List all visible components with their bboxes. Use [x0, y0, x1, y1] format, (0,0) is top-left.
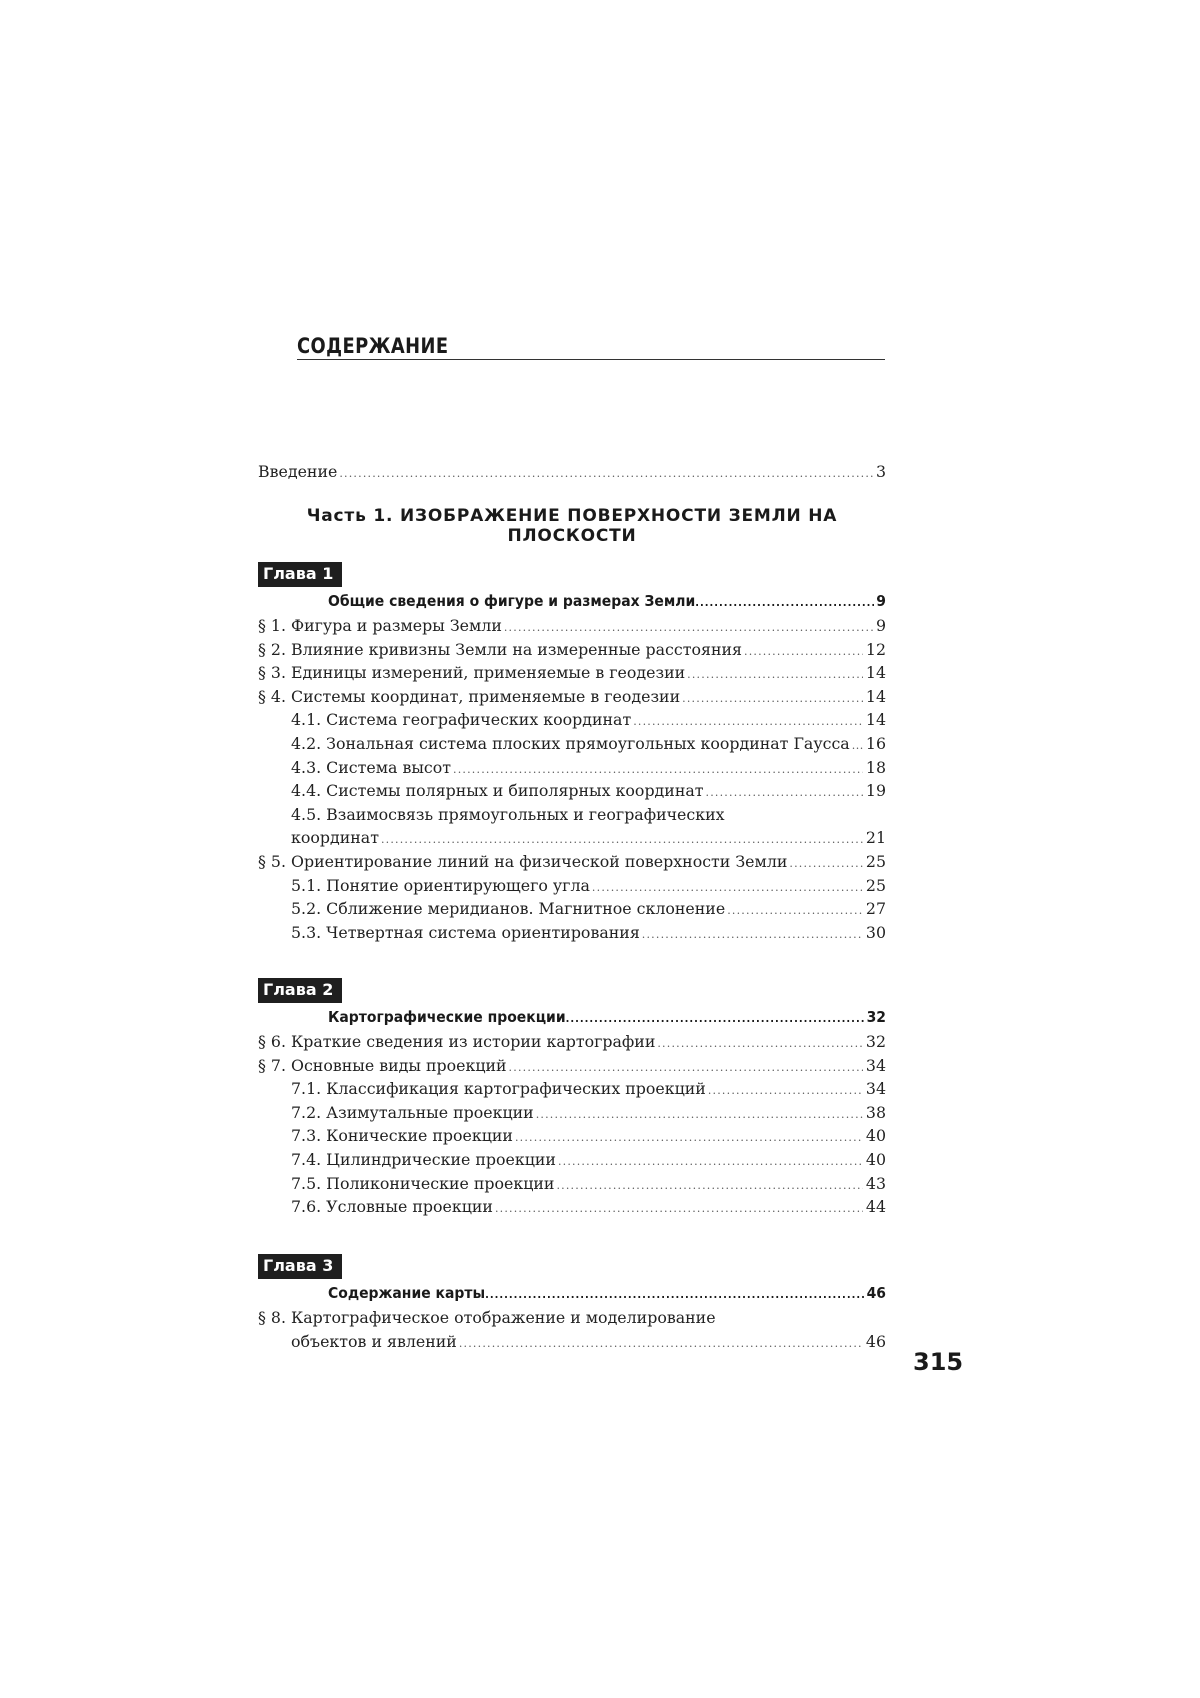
toc-entry-page: 25 — [863, 874, 886, 898]
toc-entry-page: 38 — [863, 1101, 886, 1125]
toc-entry[interactable] — [258, 1306, 886, 1330]
toc-subentry[interactable] — [258, 756, 886, 780]
toc-entry-label: 7.2. Азимутальные проекции — [291, 1101, 536, 1125]
leader-dots — [852, 734, 863, 758]
toc-entry-label: § 8. Картографическое отображение и моделирование — [258, 1306, 718, 1330]
leader-dots — [536, 1103, 863, 1127]
toc-entry-label: 4.5. Взаимосвязь прямоугольных и географических — [291, 803, 727, 827]
toc-entry[interactable] — [258, 1054, 886, 1078]
toc-entry-label: 5.1. Понятие ориентирующего угла — [291, 874, 592, 898]
toc-subentry[interactable] — [258, 1195, 886, 1219]
chapter-page: 32 — [865, 1005, 886, 1030]
toc-entry-label: § 6. Краткие сведения из истории картографии — [258, 1030, 657, 1054]
toc-entry-page: 40 — [863, 1148, 886, 1172]
toc-entry-label: 7.6. Условные проекции — [291, 1195, 495, 1219]
toc-entry-label: § 1. Фигура и размеры Земли — [258, 614, 504, 638]
leader-dots — [682, 687, 863, 711]
leader-dots — [459, 1332, 863, 1356]
leader-dots — [556, 1174, 862, 1198]
toc-entry[interactable] — [258, 850, 886, 874]
toc-subentry[interactable] — [258, 897, 886, 921]
toc-entry-label: 7.3. Конические проекции — [291, 1124, 515, 1148]
toc-intro — [258, 460, 886, 484]
leader-dots — [657, 1032, 863, 1056]
leader-dots — [642, 923, 863, 947]
toc-entry-label: 4.2. Зональная система плоских прямоугольных координат Гаусса — [291, 732, 852, 756]
toc-entry-label: Введение — [258, 460, 339, 484]
chapter-badge — [258, 562, 886, 587]
toc-entry-page: 46 — [863, 1330, 886, 1354]
toc-entry-page: 40 — [863, 1124, 886, 1148]
leader-dots — [592, 876, 863, 900]
toc-entry-page: 18 — [863, 756, 886, 780]
toc-entry-page: 44 — [863, 1195, 886, 1219]
toc-subentry[interactable] — [258, 1148, 886, 1172]
toc-entry-continued[interactable] — [258, 1330, 886, 1354]
toc-entry-page: 27 — [863, 897, 886, 921]
toc-entry-label: § 4. Системы координат, применяемые в геодезии — [258, 685, 682, 709]
leader-dots — [708, 1079, 863, 1103]
toc-entry-page: 32 — [863, 1030, 886, 1054]
toc-entry[interactable] — [258, 638, 886, 662]
leader-dots — [509, 1056, 863, 1080]
leader-dots — [453, 758, 863, 782]
toc-entry-page: 43 — [863, 1172, 886, 1196]
leader-dots — [633, 710, 863, 734]
leader-dots — [695, 590, 874, 615]
toc-entry-page: 30 — [863, 921, 886, 945]
toc-entry[interactable] — [258, 685, 886, 709]
leader-dots — [504, 616, 873, 640]
toc-entry-page: 12 — [863, 638, 886, 662]
toc-entry-label: 7.1. Классификация картографических проекций — [291, 1077, 708, 1101]
chapter-badge-label: Глава 1 — [258, 562, 342, 587]
chapter-title: Общие сведения о фигуре и размерах Земли — [328, 589, 695, 614]
chapter-2-block — [258, 978, 886, 1219]
toc-entry[interactable] — [258, 614, 886, 638]
chapter-3-block — [258, 1254, 886, 1353]
leader-dots — [566, 1006, 865, 1031]
chapter-heading[interactable] — [258, 1281, 886, 1306]
toc-entry-page: 14 — [863, 708, 886, 732]
toc-subentry[interactable] — [258, 1172, 886, 1196]
toc-entry-page: 21 — [863, 826, 886, 850]
leader-dots — [558, 1150, 863, 1174]
leader-dots — [727, 899, 863, 923]
toc-subentry[interactable] — [258, 708, 886, 732]
chapter-heading[interactable] — [258, 589, 886, 614]
toc-subentry-continued[interactable] — [258, 826, 886, 850]
leader-dots — [495, 1197, 863, 1221]
toc-entry-label: § 5. Ориентирование линий на физической поверхности Земли — [258, 850, 789, 874]
toc-entry-label: 4.3. Система высот — [291, 756, 453, 780]
toc-entry-page: 9 — [873, 614, 886, 638]
leader-dots — [381, 828, 863, 852]
part-heading — [258, 506, 886, 546]
toc-entry-label: § 2. Влияние кривизны Земли на измеренные расстояния — [258, 638, 744, 662]
leader-dots — [687, 663, 863, 687]
toc-entry-label: объектов и явлений — [291, 1330, 459, 1354]
toc-entry-page: 25 — [863, 850, 886, 874]
toc-entry-label: координат — [291, 826, 381, 850]
toc-subentry[interactable] — [258, 921, 886, 945]
toc-subentry[interactable] — [258, 1101, 886, 1125]
toc-entry[interactable] — [258, 1030, 886, 1054]
toc-entry[interactable] — [258, 460, 886, 484]
leader-dots — [485, 1282, 865, 1307]
chapter-badge — [258, 978, 886, 1003]
chapter-title: Содержание карты — [328, 1281, 485, 1306]
toc-subentry[interactable] — [258, 803, 886, 827]
part-title: Часть 1. ИЗОБРАЖЕНИЕ ПОВЕРХНОСТИ ЗЕМЛИ НА ПЛОСКОСТИ — [306, 506, 838, 546]
toc-entry-label: § 7. Основные виды проекций — [258, 1054, 509, 1078]
chapter-badge — [258, 1254, 886, 1279]
toc-entry-label: 4.1. Система географических координат — [291, 708, 633, 732]
leader-dots — [339, 462, 873, 486]
toc-entry[interactable] — [258, 661, 886, 685]
page-title: СОДЕРЖАНИЕ — [297, 334, 449, 358]
toc-entry-page: 34 — [863, 1077, 886, 1101]
toc-entry-label: 5.3. Четвертная система ориентирования — [291, 921, 642, 945]
chapter-page: 9 — [874, 589, 886, 614]
toc-entry-page: 19 — [863, 779, 886, 803]
chapter-heading[interactable] — [258, 1005, 886, 1030]
toc-entry-page: 3 — [873, 460, 886, 484]
toc-entry-page: 16 — [863, 732, 886, 756]
toc-entry-label: 7.4. Цилиндрические проекции — [291, 1148, 558, 1172]
toc-entry-label: 7.5. Поликонические проекции — [291, 1172, 556, 1196]
leader-dots — [744, 640, 863, 664]
chapter-title: Картографические проекции — [328, 1005, 566, 1030]
leader-dots — [515, 1126, 863, 1150]
toc-entry-label: 5.2. Сближение меридианов. Магнитное склонение — [291, 897, 727, 921]
toc-entry-page: 14 — [863, 661, 886, 685]
toc-entry-label: 4.4. Системы полярных и биполярных координат — [291, 779, 706, 803]
toc-subentry[interactable] — [258, 732, 886, 756]
toc-subentry[interactable] — [258, 779, 886, 803]
toc-subentry[interactable] — [258, 1077, 886, 1101]
leader-dots — [706, 781, 863, 805]
page-number: 315 — [913, 1348, 964, 1376]
chapter-page: 46 — [865, 1281, 886, 1306]
chapter-badge-label: Глава 2 — [258, 978, 342, 1003]
toc-subentry[interactable] — [258, 1124, 886, 1148]
toc-entry-page: 14 — [863, 685, 886, 709]
chapter-badge-label: Глава 3 — [258, 1254, 342, 1279]
leader-dots — [789, 852, 863, 876]
toc-subentry[interactable] — [258, 874, 886, 898]
toc-entry-page: 34 — [863, 1054, 886, 1078]
title-rule — [297, 359, 885, 360]
chapter-1-block — [258, 562, 886, 944]
toc-entry-label: § 3. Единицы измерений, применяемые в геодезии — [258, 661, 687, 685]
